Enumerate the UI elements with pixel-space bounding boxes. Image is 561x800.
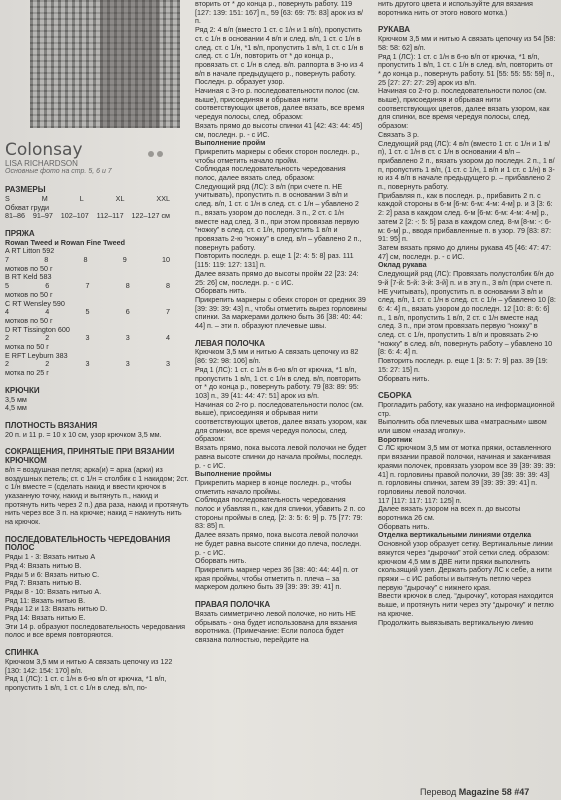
stripes-heading: ПОСЛЕДОВАТЕЛЬНОСТЬ ЧЕРЕДОВАНИЯ ПОЛОС — [5, 534, 171, 553]
paragraph: Продолжить вывязывать вертикальную линию — [378, 617, 534, 627]
paragraph: Выполнить оба плечевых шва «матрасным» швом или швом «назад иголку». — [378, 417, 547, 436]
paragraph: Повторить последн. р. еще 1 [3: 5: 7: 9] раз. 39 [19: 15: 27: 15] п. — [378, 356, 548, 374]
armhole-text — [195, 148, 367, 331]
paragraph: Прогладить работу, как указано на информационной стр. — [378, 399, 555, 418]
stripe-row: Ряды 8 - 10: Вязать нитью А. — [5, 586, 102, 596]
back-paragraph: Крючком 3,5 мм и нитью А связать цепочку из 122 [130: 142: 154: 170] в/п. — [5, 656, 173, 675]
photo-note: Основные фото на стр. 5, 6 и 7 — [5, 168, 112, 176]
yarn-count: 3 — [125, 359, 130, 369]
size-xxl: XXL — [156, 193, 170, 203]
hooks-heading: КРЮЧКИ — [5, 385, 40, 395]
yarn-unit: мотка по 25 г — [5, 368, 49, 378]
pattern-title: Colonsay — [5, 140, 83, 160]
size-s: S — [5, 193, 10, 203]
stripe-row: Ряд 14: Вязать нитью Е. — [5, 613, 86, 623]
paragraph: 117 [117: 117: 117: 125] п. — [378, 495, 462, 505]
yarn-count: 7 — [166, 307, 170, 317]
stripes-list — [5, 553, 190, 640]
stripe-row: Ряд 11: Вязать нитью В. — [5, 595, 86, 605]
yarn-count: 2 — [5, 359, 9, 369]
yarn-count: 9 — [122, 255, 127, 265]
paragraph: Далее вязать прямо до высоты пройм 22 [23: 24: 25: 26] см, последн. р. - с ИС. — [195, 268, 359, 287]
paragraph: Оборвать нить. — [195, 286, 247, 296]
yarn-count: 4 — [5, 307, 9, 317]
page-number: #47 — [514, 787, 530, 797]
yarn-count: 3 — [125, 333, 130, 343]
back-list — [5, 658, 190, 693]
vertical-lines-text — [378, 540, 556, 627]
paragraph: Оборвать нить. — [195, 556, 247, 566]
lf-armhole-text — [195, 479, 367, 592]
paragraph: Последн. р. образует узор. — [195, 77, 285, 87]
footer-label: Перевод — [420, 787, 457, 797]
cap-heading: Оклад рукава — [378, 260, 427, 270]
paragraph: Далее вязать узором на всех п. до высоты воротника 26 см. — [378, 504, 521, 523]
yarn-count: 8 — [44, 255, 49, 265]
stripe-row: Ряды 5 и 6: Вязать нитью С. — [5, 569, 100, 579]
paragraph: Крючком 3,5 мм и нитью А связать цепочку из 82 [86: 92: 98: 106] в/п. — [195, 347, 359, 366]
sizes-heading: РАЗМЕРЫ — [5, 185, 46, 195]
left-front-text — [195, 348, 367, 470]
paragraph: Начиная с 3-го р. последовательности полос (см. выше), присоединяя и обрывая нити соответствующих цветов, далее вязать, все время чередуя полосы, след. образом: — [195, 86, 365, 122]
column-middle — [195, 0, 367, 645]
yarn-count: 10 — [162, 255, 170, 265]
collar-text — [378, 444, 556, 531]
yarn-count: 5 — [85, 307, 90, 317]
author: LISA RICHARDSON — [5, 158, 78, 168]
yarn-name: A RT Litton 592 — [5, 246, 55, 256]
garment-photo — [30, 0, 180, 128]
assembly-heading: СБОРКА — [378, 391, 412, 401]
yarn-count: 4 — [166, 333, 170, 343]
paragraph: Соблюдая последовательность чередования полос, далее вязать след. образом: — [195, 164, 346, 183]
yarn-list — [5, 247, 190, 378]
paragraph: Связать 3 р. — [378, 129, 419, 139]
right-front-heading: ПРАВАЯ ПОЛОЧКА — [195, 600, 271, 610]
paragraph: вторить от * до конца р., повернуть работу. 119 [127: 139: 151: 167] п., 59 [63: 69: 75: 83] арок из в/п. — [195, 0, 364, 26]
gauge-heading: ПЛОТНОСТЬ ВЯЗАНИЯ — [5, 420, 98, 430]
paragraph: Ряд 2: 4 в/п (вместо 1 ст. с 1/н и 1 в/п), пропустить ст. с 1/н в основании 4 в/п и след. в/п, 1 ст. с 1/н в след. ст. с 1/н, *1 в/п, пропустить 1 в/п, 1 ст. с 1/н в след. ст. с 1/н, повторить от * до конца р., провязать ст. с 1/н в след. в/п. раппорта в 3-ю из 4 в/п в начале предыдущего р., повернуть работу. — [195, 25, 364, 78]
yarn-count: 5 — [5, 281, 9, 291]
vertical-lines-heading: Отделка вертикальными линиями отделка — [378, 530, 532, 540]
yarn-count: 3 — [85, 333, 90, 343]
paragraph: Прикрепить маркер в конце последн. р., чтобы отметить начало проймы. — [195, 477, 352, 496]
yarn-name: B RT Keld 583 — [5, 272, 52, 282]
paragraph: Начиная со 2-го р. последовательности полос (см. выше), присоединяя и обрывая нити соответствующих цветов, далее вязать узором, как для спинки, все время чередуя полосы, след. образом: — [195, 399, 367, 444]
stripe-row: Ряд 7: Вязать нитью В. — [5, 578, 82, 588]
hook-size: 3,5 мм — [5, 394, 27, 404]
paragraph: Повторить последн. р. еще 1 [2: 4: 5: 8] раз. 111 [115: 119: 127: 131] п. — [195, 251, 354, 270]
paragraph: С ЛС крючком 3,5 мм от мотка пряжи, оставленного при вязании правой полочки, начиная и заканчивая краями полочек, провязать узором все 39 [39: 39: 39: 41] п. горловины правой полочки, 39 [39: 39: 39: 43] п. горловины спинки, затем 39 [39: 39: 39: 41] п. горловины левой полочки. — [378, 443, 556, 496]
size-xl: XL — [115, 193, 125, 203]
yarn-name: C RT Wensley 590 — [5, 298, 65, 308]
yarn-count: 2 — [45, 359, 50, 369]
abbreviations-text: в/п = воздушная петля; арка(и) = арка (арки) из воздушных петель; ст. с 1/н = столбик с 1 накидом; 2ст. с 1/н вместе = (сделать накид и ввести крючок в указанную точку, накид и вытянуть п., накид и протянуть нить через 2 п.) два раза, накид и протянуть нить через все 3 п. на крючке; накид = накинуть нить на крючок. — [5, 464, 189, 527]
bust-value: 91–97 — [32, 211, 53, 221]
yarn-count: 7 — [85, 281, 90, 291]
paragraph: Далее вязать прямо, пока высота левой полочки не будет равна высоте спинки до плеча, последн. р. - с ИС. — [195, 530, 362, 557]
size-m: M — [41, 193, 48, 203]
paragraph: Ряд 1 (ЛС): 1 ст. с 1/н в 6-ю в/п от крючка, *1 в/п, пропустить 1 в/п, 1 ст. с 1/н в след. в/п, повторить от * до конца р., повернуть работу. 79 [83: 89: 95: 103] п., 39 [41: 44: 47: 51] арок из в/п. — [195, 364, 361, 400]
paragraph: нить другого цвета и используйте для вязания воротника нить от этого нового мотка.) — [378, 0, 533, 17]
yarn-unit: мотков по 50 г — [5, 315, 53, 325]
yarn-unit: мотка по 50 г — [5, 342, 49, 352]
paragraph: Ряд 1 (ЛС): 1 ст. с 1/н в 6-ю в/п от крючка, *1 в/п, пропустить 1 в/п, 1 ст. с 1/н в след. в/п, повторить от * до конца р., повернуть работу. 51 [55: 55: 55: 59] п., 25 [27: 27: 27: 29] арок из в/п. — [378, 51, 555, 87]
paragraph: Ввести крючок в след. “дырочку”, которая находится выше, и протянуть нити через эту “дырочку” и петлю на крючке. — [378, 591, 554, 618]
paragraph: Прикрепить маркеры с обеих сторон от средних 39 [39: 39: 39: 43] п., чтобы отметить вырез горловины спинки. За маркерами должно быть 36 [38: 40: 44: 44] п. – эти п. образуют плечевые швы. — [195, 294, 367, 331]
column-left — [5, 140, 190, 693]
paragraph: Вязать прямо до высоты спинки 41 [42: 43: 44: 45] см, последн. р. - с ИС. — [195, 120, 363, 139]
gauge-text: 20 п. и 11 р. = 10 х 10 см, узор крючком 3,5 мм. — [5, 429, 162, 439]
yarn-unit: мотков по 50 г — [5, 263, 53, 273]
stripe-row: Эти 14 р. образуют последовательность чередования полос и все время повторяются. — [5, 621, 185, 640]
collar-heading: Воротник — [378, 434, 413, 444]
yarn-brands: Rowan Tweed и Rowan Fine Tweed — [5, 237, 125, 247]
cap-text — [378, 270, 556, 383]
back-continued — [195, 0, 367, 139]
yarn-unit: мотков по 50 г — [5, 289, 53, 299]
yarn-count: 3 — [166, 359, 170, 369]
yarn-heading: ПРЯЖА — [5, 228, 35, 238]
stripe-row: Ряды 1 - 3: Вязать нитью А — [5, 552, 96, 562]
bust-value: 102–107 — [60, 211, 89, 221]
bust-value: 81–86 — [5, 211, 25, 221]
stripe-row: Ряды 12 и 13: Вязать нитью D. — [5, 604, 108, 614]
yarn-count: 8 — [166, 281, 170, 291]
paragraph: Прибавляя п., как в последн. р., прибавить 2 п. с каждой стороны в 6-м [6-м: 6-м: 4-м: 4-м] р. и 3 [3: 6: 2: 2] раза в каждом след. 6-м [6-м: 6-м: 4-м: 4-м] р., затем 2 [2: -: 5: 5] раза в каждом след. 8-м [8-м: -: 6-м: 6-м] р., вводя прибавленные п. в узор. 79 [83: 87: 91: 95] п. — [378, 190, 553, 244]
back-heading: СПИНКА — [5, 648, 39, 658]
yarn-count: 7 — [5, 255, 9, 265]
lf-armhole-heading: Выполнение проймы — [195, 469, 272, 479]
size-l: L — [79, 193, 84, 203]
paragraph: Оборвать нить. — [378, 373, 430, 383]
bust-value: 112–117 — [96, 211, 124, 221]
yarn-name: D RT Tissington 600 — [5, 324, 70, 334]
paragraph: Соблюдая последовательность чередования полос и убавляя п., как для спинки, убавить 2 п. со стороны проймы в след. [2: 3: 5: 6: 9] р. 75 [77: 79: 83: 85] п. — [195, 495, 366, 531]
bust-row — [5, 212, 170, 221]
sleeves-text — [378, 35, 556, 261]
paragraph: Следующий ряд (ЛС): 3 в/п (при счете п. НЕ учитывать), пропустить п. в основании 3 в/п и след. в/п, 1 ст. с 1/н в след. ст. с 1/н – убавлено 2 п., вязать узором до последн. 3 п., 2 ст. с 1/н вместе над след. 3 п., при этом провязав первую “ножку” в след. ст. с 1/н, пропустить 1 в/п и провязать 2-ю “ножку” в след. в/п – убавлено 2 п., повернуть работу. — [195, 181, 362, 252]
column-right — [378, 0, 556, 627]
back-paragraph: Ряд 1 (ЛС): 1 ст. с 1/н в 6-ю в/п от крючка, *1 в/п, пропустить 1 в/п, 1 ст. с 1/н в след. в/п, по- — [5, 674, 167, 692]
bust-value: 122–127 см — [131, 211, 170, 221]
yarn-count: 6 — [45, 281, 50, 291]
yarn-count: 3 — [85, 359, 90, 369]
sleeves-heading: РУКАВА — [378, 25, 411, 35]
armhole-heading: Выполнение пройм — [195, 138, 266, 148]
page-footer — [420, 787, 529, 797]
paragraph: Прикрепить маркеры с обеих сторон последн. р., чтобы отметить начало пройм. — [195, 146, 360, 165]
paragraph: Основной узор образует сетку. Вертикальные линии вяжутся через “дырочки” этой сетки след. образом: крючком 4,5 мм в ДВЕ нити пряжи выполнить скользящий узел. Держать работу ЛС к себе, а нити пряжи – с ИС работы и вытянуть петлю через первую “дырочку” с нижнего края. — [378, 539, 553, 592]
collar-note — [378, 0, 556, 17]
yarn-count: 8 — [125, 281, 130, 291]
yarn-count: 6 — [125, 307, 130, 317]
paragraph: Вязать симметрично левой полочке, но нить НЕ обрывать - она будет использована для вязания воротника. (Примечание: Если полоса будет связана полностью, перейдите на — [195, 608, 358, 644]
stripe-row: Ряд 4: Вязать нитью В. — [5, 560, 82, 570]
model-figure — [100, 0, 160, 128]
paragraph: Крючком 3,5 мм и нитью А связать цепочку из 54 [58: 58: 58: 62] в/п. — [378, 34, 556, 52]
magazine-name: Magazine 58 — [458, 787, 512, 797]
bust-label: Обхват груди — [5, 202, 50, 212]
yarn-name: E RFT Leyburn 383 — [5, 350, 68, 360]
yarn-count: 4 — [45, 307, 50, 317]
paragraph: Прикрепить маркер через 36 [38: 40: 44: 44] п. от края проймы, чтобы отметить п. плеча – за маркером должно быть 39 [39: 39: 39: 41] п. — [195, 565, 359, 592]
left-front-heading: ЛЕВАЯ ПОЛОЧКА — [195, 338, 265, 348]
paragraph: Оборвать нить. — [378, 521, 430, 531]
assembly-text — [378, 401, 556, 436]
yarn-count: 2 — [45, 333, 50, 343]
right-front-text — [195, 610, 367, 645]
hook-size: 4,5 мм — [5, 403, 27, 413]
paragraph: Следующий ряд (ЛС): 4 в/п (вместо 1 ст. с 1/н и 1 в/п), 1 ст. с 1/н в ст. с 1/н в основании 4 в/п – прибавлено 2 п., вязать узором до последн. 2 п., 1 в/п, пропустить 1 в/п, (1 ст. с 1/н, 1 в/п и 1 ст. с 1/н) в 3-ю из 4 в/п в начале предыдущего р. – прибавлено 2 п., повернуть работу. — [378, 138, 555, 192]
yarn-count: 2 — [5, 333, 9, 343]
paragraph: Следующий ряд (ЛС): Провязать полустолбик 6/н до 9-й [7-й: 5-й: 3-й: 3-й] п. и в эту п., 3 в/п (при счете п. НЕ учитывать), пропустить п. в основании 3 в/п и след. в/п, 1 ст. с 1/н в след. ст. с 1/н – убавлено 10 [8: 6: 4: 4] п., вязать узором до последн. 12 [10: 8: 6: 6] п., 1 в/п, пропустить 1 в/п, 2 ст. с 1/н вместе над след. 3 п., при этом провязать первую “ножку” в след. ст. с 1/н, пропустить 1 в/п и провязать 2-ю “ножку” в след. в/п, повернуть работу – убавлено 10 [8: 6: 4: 4] п. — [378, 269, 556, 357]
abbreviations-heading: СОКРАЩЕНИЯ, ПРИНЯТЫЕ ПРИ ВЯЗАНИИ КРЮЧКОМ — [5, 447, 175, 466]
paragraph: Затем вязать прямо до длины рукава 45 [46: 47: 47: 47] см, последн. р. - с ИС. — [378, 242, 551, 261]
paragraph: Начиная со 2-го р. последовательности полос (см. выше), присоединяя и обрывая нити соответствующих цветов, далее вязать узором, как для спинки, все время чередуя полосы, след. образом: — [378, 86, 550, 131]
yarn-count: 8 — [83, 255, 88, 265]
paragraph: Вязать прямо, пока высота левой полочки не будет равна высоте спинки до начала проймы, последн. р. - с ИС. — [195, 443, 367, 470]
